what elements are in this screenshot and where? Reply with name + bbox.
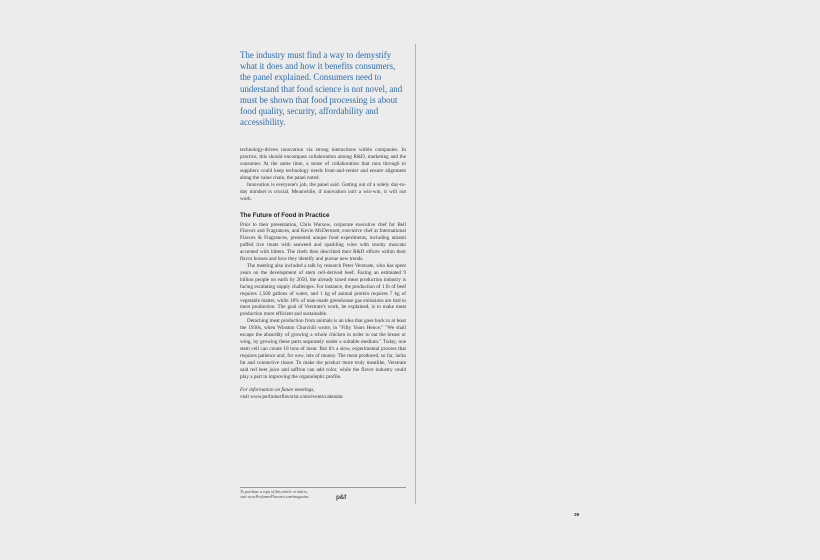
- events-info-line: For information on future meetings,: [240, 387, 315, 394]
- pf-logo-icon: p&f: [336, 494, 346, 501]
- purchase-footnote: [240, 490, 380, 500]
- pull-quote: The industry must find a way to demystify what it does and how it benefits consumers, the panel explained. Consumers need to understand that food science is not novel, and must be shown that food processing is about food quality, security, affordability and accessibility.: [240, 50, 403, 128]
- intro-text: [240, 147, 406, 380]
- events-info-url[interactable]: visit www.perfumerflavorist.com/events/calendar.: [240, 394, 344, 401]
- body-paragraph: Prior to their presentation, Chris Warsow, corporate executive chef for Bell Flavors and Fragrances, and Kevin McDermott, executive chef at International Flavors & Fragrances, presented unique food experiments, including umami puffed rice treats with seaweed and sparkling wine with smoky moscato accented with bitters. The chefs then described their R&D efforts within their flavor houses and how they identify and pursue new trends.: [240, 221, 406, 263]
- body-paragraph: technology-driven innovation via strong interactions within companies. In practice, this should encompass collaboration among R&D, marketing and the consumer. At the same time, a sense of collaboration that runs through to suppliers could keep technology needs front-and-center and ensure alignment along the value chain, the panel noted.: [240, 147, 406, 182]
- footnote-url[interactable]: visit www.PerfumerFlavorist.com/magazine.: [240, 495, 310, 499]
- footnote-line: To purchase a copy of this article or others,: [240, 490, 308, 494]
- body-paragraph: The meeting also included a talk by research Peter Verstrate, who has spent years on the development of stem cell-derived beef. Facing an estimated 9 billion people on earth by 2050, the already taxed meat production industry is facing escalating supply challenges. For instance, the production of 1 lb of beef requires 1,500 gallons of water, and 1 kg of animal protein requires 7 kg of vegetable matter, while 18% of man-made greenhouse gas emissions are tied to meat production. The goal of Verstrate's work, he explained, is to make meat production more efficient and sustainable.: [240, 263, 406, 318]
- column-divider: [415, 44, 416, 504]
- article-column: [240, 50, 406, 401]
- events-info: [240, 387, 406, 401]
- body-paragraph: Innovation is everyone's job, the panel said. Getting out of a solely day-to-day mindset is crucial. Meanwhile, if innovation isn't a win-win, it will not work.: [240, 181, 406, 202]
- section-heading: The Future of Food in Practice: [240, 211, 330, 219]
- page-number: 39: [574, 513, 580, 518]
- footnote-divider: [240, 487, 406, 488]
- body-paragraph: Detaching meat production from animals is an idea that goes back to at least the 1930s, when Winston Churchill wrote, in "Fifty Years Hence," "We shall escape the absurdity of growing a whole chicken in order to eat the breast or wing, by growing these parts separately under a suitable medium." Today, one stem cell can create 10 tons of meat. But it's a slow, experimental process that requires patience and, for now, lots of money. The meat produced, so far, lacks fat and connective tissue. To make the product more truly meatlike, Verstrate said red beet juice and saffron can add color, while the flavor industry could play a part in improving the organoleptic profile.: [240, 318, 406, 380]
